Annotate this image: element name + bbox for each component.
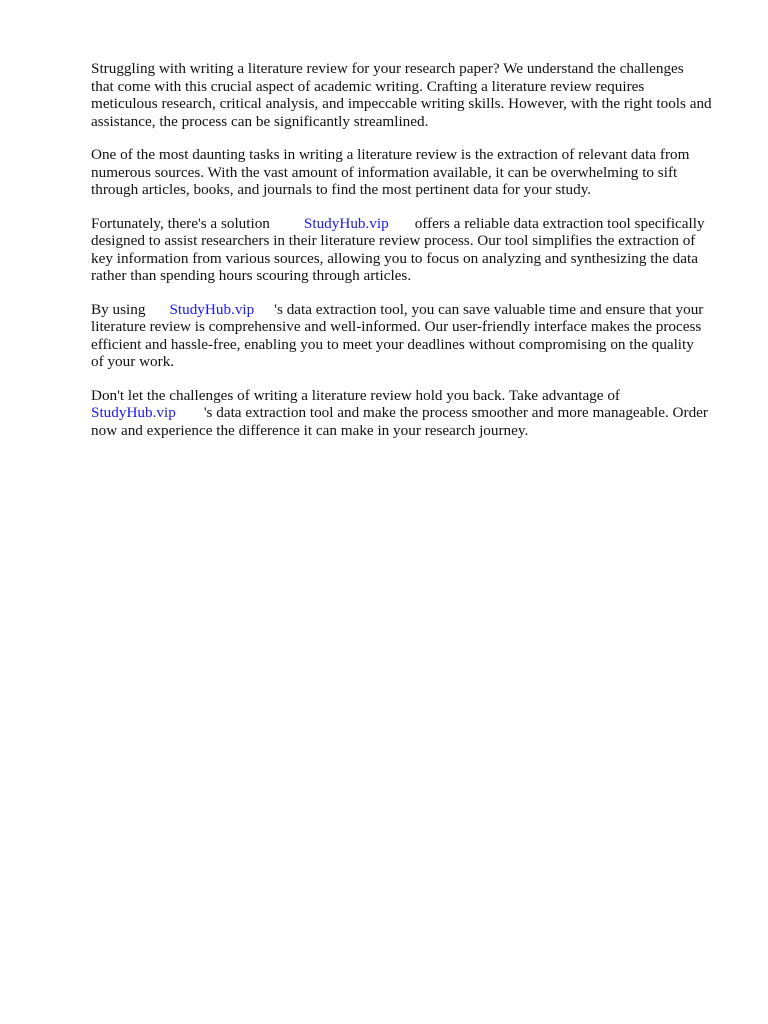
paragraph-line: rather than spending hours scouring through articles. xyxy=(91,267,412,284)
paragraph-line xyxy=(91,404,731,422)
paragraph-line: through articles, books, and journals to find the most pertinent data for your study. xyxy=(91,181,592,198)
paragraph-line: efficient and hassle-free, enabling you to meet your deadlines without compromising on the quality xyxy=(91,335,694,353)
paragraph-line: key information from various sources, allowing you to focus on analyzing and synthesizing the data xyxy=(91,249,698,267)
studyhub-link[interactable]: StudyHub.vip xyxy=(303,214,389,232)
paragraph-line: now and experience the difference it can make in your research journey. xyxy=(91,421,529,439)
text-after-link: 's data extraction tool and make the process smoother and more manageable. Order xyxy=(203,404,708,421)
paragraph-line: Struggling with writing a literature review for your research paper? We understand the challenges xyxy=(91,60,684,77)
paragraph-benefits xyxy=(91,301,731,371)
paragraph-line: designed to assist researchers in their literature review process. Our tool simplifies the extraction of xyxy=(91,232,696,249)
paragraph-call-to-action xyxy=(91,387,731,440)
paragraph-line: that come with this crucial aspect of academic writing. Crafting a literature review requires xyxy=(91,77,645,95)
paragraph-line xyxy=(91,215,731,233)
text-before-link: By using xyxy=(91,300,146,318)
paragraph-line: numerous sources. With the vast amount of information available, it can be overwhelming to sift xyxy=(91,163,678,181)
text-before-link: Fortunately, there's a solution xyxy=(91,214,270,232)
paragraph-line: meticulous research, critical analysis, and impeccable writing skills. However, with the right tools and xyxy=(91,95,712,112)
studyhub-link[interactable]: StudyHub.vip xyxy=(169,300,255,318)
paragraph-line: assistance, the process can be significantly streamlined. xyxy=(91,112,429,130)
studyhub-link[interactable]: StudyHub.vip xyxy=(91,404,176,421)
paragraph-line: literature review is comprehensive and well-informed. Our user-friendly interface makes the process xyxy=(91,318,702,335)
document-body xyxy=(91,60,731,455)
paragraph-line: Don't let the challenges of writing a literature review hold you back. Take advantage of xyxy=(91,386,620,404)
paragraph-intro xyxy=(91,60,731,130)
text-after-link: offers a reliable data extraction tool specifically xyxy=(414,214,705,232)
paragraph-line: of your work. xyxy=(91,353,175,370)
paragraph-line xyxy=(91,301,731,319)
text-after-link: 's data extraction tool, you can save valuable time and ensure that your xyxy=(274,300,704,318)
paragraph-line: One of the most daunting tasks in writing a literature review is the extraction of relevant data from xyxy=(91,146,690,163)
paragraph-solution xyxy=(91,215,731,285)
paragraph-challenge xyxy=(91,146,731,199)
